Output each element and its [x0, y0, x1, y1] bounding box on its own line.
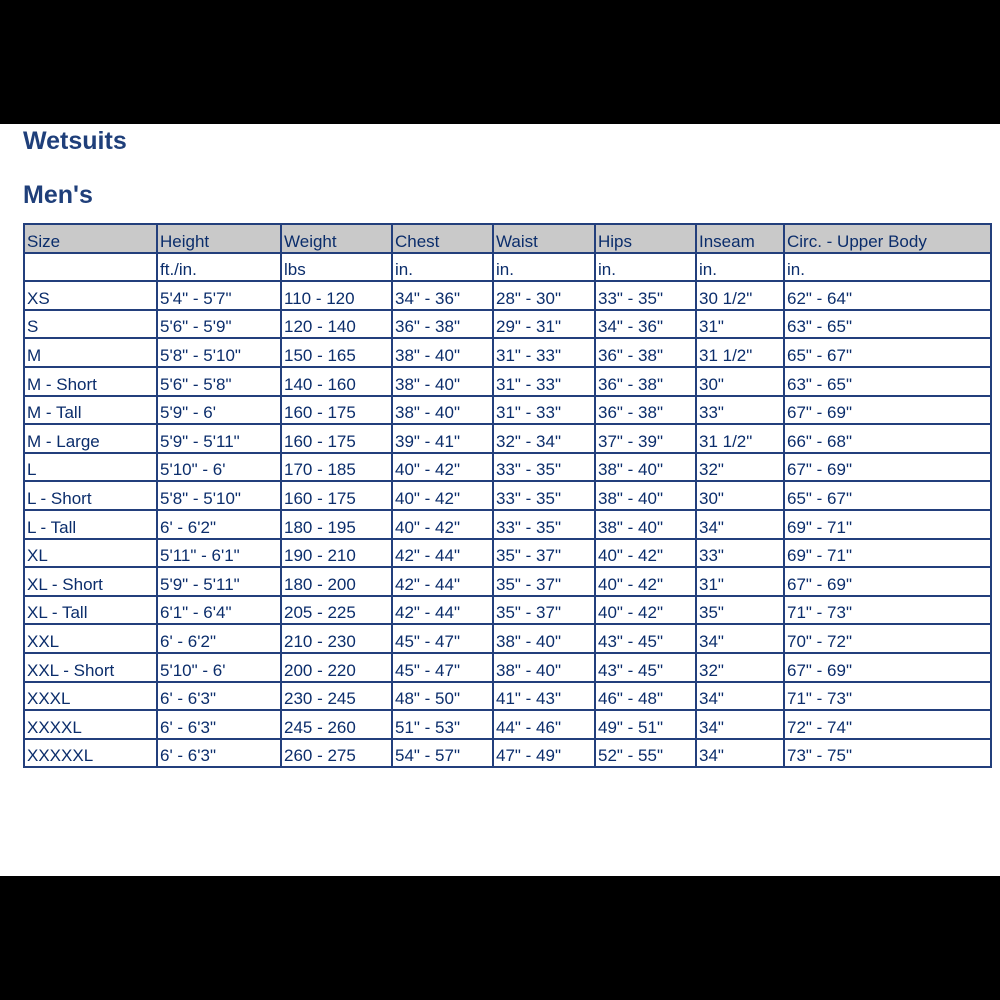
table-cell: 150 - 165 [281, 338, 392, 367]
table-cell: 34" - 36" [595, 310, 696, 339]
table-cell: 67" - 69" [784, 567, 991, 596]
table-cell: 63" - 65" [784, 310, 991, 339]
table-cell: 65" - 67" [784, 481, 991, 510]
table-cell: 6' - 6'3" [157, 682, 281, 711]
table-cell: 28" - 30" [493, 281, 595, 310]
table-cell: 33" [696, 396, 784, 425]
column-header: Circ. - Upper Body [784, 224, 991, 253]
table-cell: 5'8" - 5'10" [157, 338, 281, 367]
size-cell: M - Tall [24, 396, 157, 425]
size-cell: XXL [24, 624, 157, 653]
table-cell: 160 - 175 [281, 424, 392, 453]
unit-cell: in. [392, 253, 493, 282]
table-cell: 5'6" - 5'9" [157, 310, 281, 339]
size-cell: XXXXXL [24, 739, 157, 768]
table-cell: 31 1/2" [696, 424, 784, 453]
table-cell: 46" - 48" [595, 682, 696, 711]
table-row [24, 510, 991, 539]
table-cell: 37" - 39" [595, 424, 696, 453]
table-cell: 45" - 47" [392, 653, 493, 682]
table-cell: 205 - 225 [281, 596, 392, 625]
size-cell: M - Short [24, 367, 157, 396]
table-cell: 29" - 31" [493, 310, 595, 339]
table-row [24, 453, 991, 482]
table-cell: 67" - 69" [784, 653, 991, 682]
table-cell: 30" [696, 367, 784, 396]
table-cell: 35" - 37" [493, 567, 595, 596]
units-row [24, 253, 991, 282]
size-cell: L - Tall [24, 510, 157, 539]
column-header: Inseam [696, 224, 784, 253]
table-cell: 48" - 50" [392, 682, 493, 711]
table-cell: 38" - 40" [595, 481, 696, 510]
table-cell: 170 - 185 [281, 453, 392, 482]
table-cell: 5'11" - 6'1" [157, 539, 281, 568]
size-cell: L [24, 453, 157, 482]
table-cell: 32" [696, 653, 784, 682]
size-cell: XL [24, 539, 157, 568]
table-cell: 45" - 47" [392, 624, 493, 653]
table-cell: 5'9" - 5'11" [157, 567, 281, 596]
table-header [24, 224, 991, 253]
table-cell: 5'10" - 6' [157, 653, 281, 682]
table-cell: 63" - 65" [784, 367, 991, 396]
column-header: Chest [392, 224, 493, 253]
table-cell: 230 - 245 [281, 682, 392, 711]
table-cell: 6' - 6'3" [157, 710, 281, 739]
table-cell: 40" - 42" [595, 539, 696, 568]
table-cell: 69" - 71" [784, 510, 991, 539]
table-cell: 34" [696, 739, 784, 768]
unit-cell: in. [696, 253, 784, 282]
unit-cell: in. [784, 253, 991, 282]
table-cell: 38" - 40" [595, 453, 696, 482]
size-cell: L - Short [24, 481, 157, 510]
table-cell: 190 - 210 [281, 539, 392, 568]
table-cell: 70" - 72" [784, 624, 991, 653]
table-row [24, 539, 991, 568]
table-row [24, 653, 991, 682]
table-cell: 67" - 69" [784, 453, 991, 482]
size-cell: XL - Tall [24, 596, 157, 625]
size-cell: XXL - Short [24, 653, 157, 682]
table-cell: 52" - 55" [595, 739, 696, 768]
table-cell: 40" - 42" [392, 510, 493, 539]
column-header: Weight [281, 224, 392, 253]
size-chart-page [0, 124, 1000, 876]
table-cell: 5'10" - 6' [157, 453, 281, 482]
column-header: Height [157, 224, 281, 253]
table-cell: 47" - 49" [493, 739, 595, 768]
table-cell: 6' - 6'2" [157, 624, 281, 653]
table-cell: 200 - 220 [281, 653, 392, 682]
table-row [24, 338, 991, 367]
table-cell: 69" - 71" [784, 539, 991, 568]
table-cell: 42" - 44" [392, 567, 493, 596]
table-cell: 120 - 140 [281, 310, 392, 339]
table-cell: 34" [696, 682, 784, 711]
table-cell: 43" - 45" [595, 624, 696, 653]
table-cell: 5'4" - 5'7" [157, 281, 281, 310]
table-cell: 245 - 260 [281, 710, 392, 739]
table-cell: 40" - 42" [392, 453, 493, 482]
table-cell: 62" - 64" [784, 281, 991, 310]
table-row [24, 281, 991, 310]
table-cell: 160 - 175 [281, 396, 392, 425]
table-cell: 38" - 40" [493, 624, 595, 653]
table-cell: 110 - 120 [281, 281, 392, 310]
size-cell: XS [24, 281, 157, 310]
size-chart-table [23, 223, 992, 768]
table-cell: 30" [696, 481, 784, 510]
page-title: Wetsuits [23, 127, 127, 155]
table-cell: 5'8" - 5'10" [157, 481, 281, 510]
table-body [24, 253, 991, 768]
bottom-letterbox [0, 876, 1000, 1000]
table-row [24, 367, 991, 396]
column-header: Size [24, 224, 157, 253]
table-cell: 36" - 38" [595, 338, 696, 367]
table-cell: 35" - 37" [493, 539, 595, 568]
table-cell: 38" - 40" [392, 367, 493, 396]
table-cell: 42" - 44" [392, 596, 493, 625]
table-row [24, 596, 991, 625]
table-row [24, 739, 991, 768]
table-cell: 140 - 160 [281, 367, 392, 396]
table-cell: 41" - 43" [493, 682, 595, 711]
table-cell: 42" - 44" [392, 539, 493, 568]
table-cell: 31 1/2" [696, 338, 784, 367]
table-cell: 5'9" - 6' [157, 396, 281, 425]
table-cell: 34" [696, 710, 784, 739]
table-row [24, 682, 991, 711]
table-cell: 72" - 74" [784, 710, 991, 739]
table-cell: 39" - 41" [392, 424, 493, 453]
table-cell: 65" - 67" [784, 338, 991, 367]
table-cell: 34" [696, 624, 784, 653]
table-cell: 44" - 46" [493, 710, 595, 739]
table-cell: 5'9" - 5'11" [157, 424, 281, 453]
column-header: Hips [595, 224, 696, 253]
unit-cell: in. [493, 253, 595, 282]
table-cell: 30 1/2" [696, 281, 784, 310]
table-cell: 71" - 73" [784, 596, 991, 625]
table-cell: 40" - 42" [595, 596, 696, 625]
table-row [24, 310, 991, 339]
table-cell: 67" - 69" [784, 396, 991, 425]
unit-cell: ft./in. [157, 253, 281, 282]
unit-cell [24, 253, 157, 282]
table-cell: 40" - 42" [392, 481, 493, 510]
table-cell: 38" - 40" [392, 338, 493, 367]
table-cell: 35" [696, 596, 784, 625]
table-cell: 66" - 68" [784, 424, 991, 453]
table-cell: 71" - 73" [784, 682, 991, 711]
table-cell: 40" - 42" [595, 567, 696, 596]
table-cell: 73" - 75" [784, 739, 991, 768]
table-cell: 210 - 230 [281, 624, 392, 653]
table-cell: 6' - 6'3" [157, 739, 281, 768]
table-cell: 32" [696, 453, 784, 482]
top-letterbox [0, 0, 1000, 124]
table-cell: 38" - 40" [595, 510, 696, 539]
table-cell: 5'6" - 5'8" [157, 367, 281, 396]
table-cell: 6'1" - 6'4" [157, 596, 281, 625]
table-cell: 6' - 6'2" [157, 510, 281, 539]
table-cell: 54" - 57" [392, 739, 493, 768]
table-cell: 33" - 35" [493, 453, 595, 482]
unit-cell: in. [595, 253, 696, 282]
column-header: Waist [493, 224, 595, 253]
table-cell: 38" - 40" [493, 653, 595, 682]
table-cell: 36" - 38" [595, 396, 696, 425]
table-cell: 36" - 38" [392, 310, 493, 339]
table-row [24, 481, 991, 510]
size-cell: M [24, 338, 157, 367]
table-row [24, 396, 991, 425]
unit-cell: lbs [281, 253, 392, 282]
table-cell: 38" - 40" [392, 396, 493, 425]
table-cell: 260 - 275 [281, 739, 392, 768]
section-title: Men's [23, 181, 93, 209]
table-cell: 180 - 195 [281, 510, 392, 539]
size-cell: XXXXL [24, 710, 157, 739]
table-cell: 33" - 35" [595, 281, 696, 310]
table-cell: 32" - 34" [493, 424, 595, 453]
table-cell: 31" [696, 567, 784, 596]
size-cell: S [24, 310, 157, 339]
table-cell: 34" - 36" [392, 281, 493, 310]
table-row [24, 567, 991, 596]
table-cell: 33" - 35" [493, 481, 595, 510]
table-cell: 35" - 37" [493, 596, 595, 625]
header-row [24, 224, 991, 253]
table-row [24, 624, 991, 653]
table-cell: 51" - 53" [392, 710, 493, 739]
table-cell: 31" - 33" [493, 396, 595, 425]
table-cell: 31" - 33" [493, 367, 595, 396]
table-cell: 33" [696, 539, 784, 568]
table-cell: 31" - 33" [493, 338, 595, 367]
size-cell: XL - Short [24, 567, 157, 596]
table-cell: 160 - 175 [281, 481, 392, 510]
table-row [24, 710, 991, 739]
table-row [24, 424, 991, 453]
table-cell: 36" - 38" [595, 367, 696, 396]
table-cell: 43" - 45" [595, 653, 696, 682]
size-cell: M - Large [24, 424, 157, 453]
table-cell: 33" - 35" [493, 510, 595, 539]
table-cell: 34" [696, 510, 784, 539]
table-cell: 49" - 51" [595, 710, 696, 739]
size-cell: XXXL [24, 682, 157, 711]
table-cell: 31" [696, 310, 784, 339]
table-cell: 180 - 200 [281, 567, 392, 596]
